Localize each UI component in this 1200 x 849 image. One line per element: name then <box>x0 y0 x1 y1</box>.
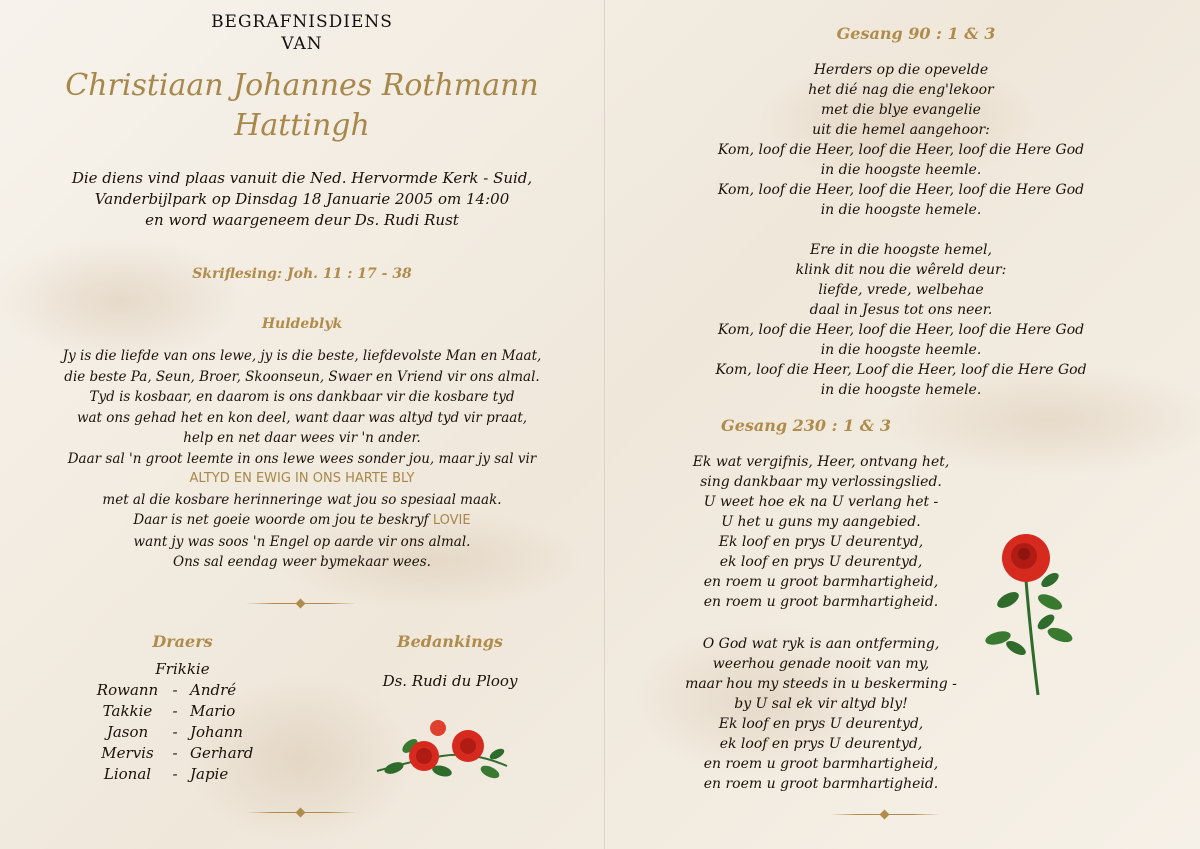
hymn-line: Kom, loof die Heer, Loof die Heer, loof die Here God <box>715 362 1087 378</box>
tribute-line: want jy was soos 'n Engel op aarde vir ons almal. <box>133 533 471 550</box>
bearer-right: Johann <box>190 723 243 741</box>
bearer-right: Mario <box>190 702 236 720</box>
bearer-first: Frikkie <box>155 660 210 678</box>
ornament-divider <box>830 812 940 818</box>
service-line: Vanderbijlpark op Dinsdag 18 Januarie 2005 om 14:00 <box>94 190 510 208</box>
program-heading-line1: BEGRAFNISDIENS <box>211 12 393 32</box>
service-details <box>0 168 604 231</box>
hymn-line: in die hoogste heemle. <box>820 162 982 178</box>
bearer-pair <box>95 722 270 743</box>
hymn-line: daal in Jesus tot ons neer. <box>809 302 993 318</box>
tribute-line: Jy is die liefde van ons lewe, jy is die beste, liefdevolste Man en Maat, <box>62 348 542 364</box>
roses-bouquet-icon <box>372 716 512 786</box>
bearer-left: Rowann <box>96 681 159 699</box>
hymn-line: Kom, loof die Heer, loof die Heer, loof die Here God <box>717 182 1085 198</box>
hymn2-verse1 <box>666 452 976 612</box>
tribute-line: help en net daar wees vir 'n ander. <box>183 430 421 446</box>
tribute-love-word: LOVIE <box>432 513 471 528</box>
bearer-pair <box>95 680 270 701</box>
service-line: Die diens vind plaas vanuit die Ned. Hervormde Kerk - Suid, <box>71 169 533 187</box>
hymn-line: en roem u groot barmhartigheid. <box>703 776 939 792</box>
bearer-dash: - <box>172 702 178 720</box>
tribute-love-prefix: Daar is net goeie woorde om jou te beskryf <box>133 512 429 528</box>
right-panel <box>606 0 1200 849</box>
hymn-line: Ek wat vergifnis, Heer, ontvang het, <box>692 454 950 470</box>
bearer-dash: - <box>172 765 178 783</box>
hymn1-verse2 <box>676 240 1126 400</box>
hymn-line: klink dit nou die wêreld deur: <box>795 262 1007 278</box>
hymn-line: sing dankbaar my verlossingslied. <box>700 474 942 490</box>
thanks-name: Ds. Rudi du Plooy <box>382 672 518 690</box>
hymn-line: Herders op die opevelde <box>813 62 989 78</box>
hymn-line: Kom, loof die Heer, loof die Heer, loof die Here God <box>717 142 1085 158</box>
hymn-line: en roem u groot barmhartigheid, <box>703 756 939 772</box>
bearer-pair <box>95 743 270 764</box>
service-line: en word waargeneem deur Ds. Rudi Rust <box>145 211 459 229</box>
bearer-left: Takkie <box>102 702 153 720</box>
tribute-line: die beste Pa, Seun, Broer, Skoonseun, Swaer en Vriend vir ons almal. <box>64 368 540 385</box>
hymn-line: U het u guns my aangebied. <box>721 514 921 530</box>
bearer-right: Japie <box>190 765 229 783</box>
hymn1-title: Gesang 90 : 1 & 3 <box>836 24 996 43</box>
hymn-line: Kom, loof die Heer, loof die Heer, loof die Here God <box>717 322 1085 338</box>
hymn-line: Ere in die hoogste hemel, <box>810 242 992 258</box>
tribute-line: Tyd is kosbaar, en daarom is ons dankbaar vir die kosbare tyd <box>89 389 515 405</box>
hymn-line: O God wat ryk is aan ontferming, <box>702 636 940 652</box>
program-heading-line2: VAN <box>281 34 323 54</box>
deceased-name-line1: Christiaan Johannes Rothmann <box>65 68 539 103</box>
bearer-dash: - <box>172 723 178 741</box>
hymn-line: liefde, vrede, welbehae <box>818 282 984 298</box>
tribute-love-line <box>0 510 604 532</box>
hymn-line: en roem u groot barmhartigheid. <box>703 594 939 610</box>
hymn-line: uit die hemel aangehoor: <box>812 122 990 138</box>
bearer-left: Lional <box>103 765 152 783</box>
hymn-line: by U sal ek vir altyd bly! <box>734 696 908 712</box>
bearer-dash: - <box>172 744 178 762</box>
bearer-right: Gerhard <box>190 744 254 762</box>
hymn2-title: Gesang 230 : 1 & 3 <box>721 416 891 435</box>
ornament-divider <box>246 601 356 607</box>
ornament-divider <box>246 810 356 816</box>
hymn-line: ek loof en prys U deurentyd, <box>719 736 923 752</box>
bearer-pair <box>95 701 270 722</box>
hymn-line: maar hou my steeds in u beskerming - <box>685 676 957 692</box>
bearers-title: Draers <box>152 632 213 651</box>
tribute-line: wat ons gehad het en kon deel, want daar was altyd tyd vir praat, <box>76 409 528 426</box>
tribute-line: Daar sal 'n groot leemte in ons lewe wees sonder jou, maar jy sal vir <box>67 450 537 467</box>
hymn1-verse1 <box>676 60 1126 220</box>
tribute-text <box>0 346 604 573</box>
hymn-line: U weet hoe ek na U verlang het - <box>703 494 939 510</box>
tribute-title: Huldeblyk <box>261 316 343 332</box>
bearer-right: André <box>190 681 237 699</box>
bearers-list <box>95 660 270 785</box>
thanks-title: Bedankings <box>397 632 503 651</box>
tribute-highlight: ALTYD EN EWIG IN ONS HARTE BLY <box>189 471 415 486</box>
deceased-name-line2: Hattingh <box>234 108 370 143</box>
bearer-left: Mervis <box>101 744 154 762</box>
hymn2-verse2 <box>666 634 976 794</box>
hymn-line: Ek loof en prys U deurentyd, <box>718 716 924 732</box>
tribute-line: met al die kosbare herinneringe wat jou so spesiaal maak. <box>102 491 502 508</box>
bearer-pair <box>95 764 270 785</box>
hymn-line: in die hoogste heemle. <box>820 342 982 358</box>
hymn-line: weerhou genade nooit van my, <box>712 656 930 672</box>
hymn-line: Ek loof en prys U deurentyd, <box>718 534 924 550</box>
tribute-line: Ons sal eendag weer bymekaar wees. <box>173 554 431 570</box>
bearer-left: Jason <box>106 723 149 741</box>
hymn-line: in die hoogste hemele. <box>820 202 982 218</box>
hymn-line: en roem u groot barmhartigheid, <box>703 574 939 590</box>
hymn-line: in die hoogste hemele. <box>820 382 982 398</box>
hymn-line: het dié nag die eng'lekoor <box>808 82 994 98</box>
hymn-line: ek loof en prys U deurentyd, <box>719 554 923 570</box>
bearer-dash: - <box>172 681 178 699</box>
scripture-reading: Skriflesing: Joh. 11 : 17 - 38 <box>192 266 412 282</box>
hymn-line: met die blye evangelie <box>821 102 981 118</box>
rose-icon <box>978 530 1088 700</box>
